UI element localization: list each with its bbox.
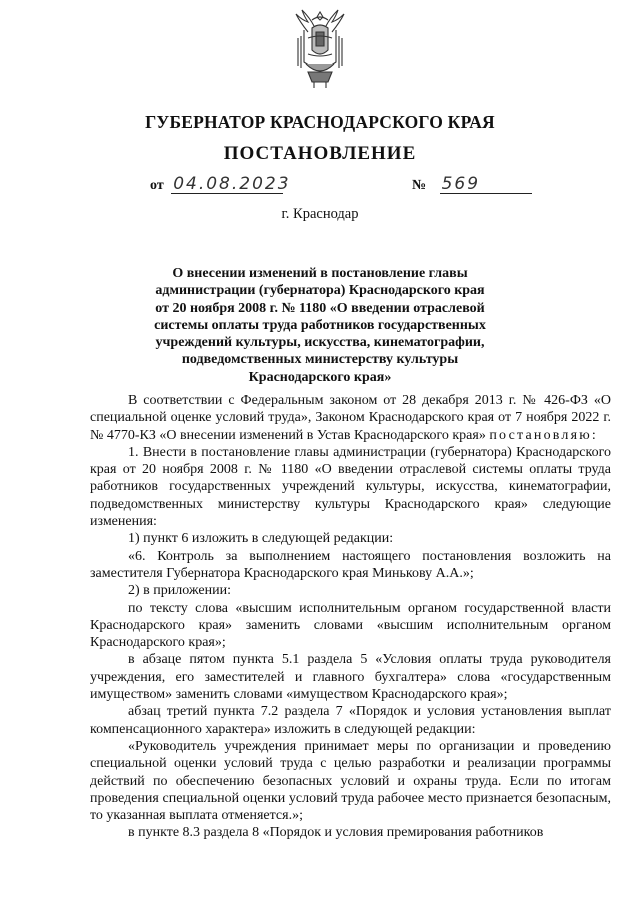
- title-line: от 20 ноября 2008 г. № 1180 «О введении отраслевой: [155, 300, 485, 316]
- number-value: 569: [440, 176, 532, 194]
- preamble-paragraph: [90, 392, 611, 444]
- body-paragraph: в абзаце пятом пункта 5.1 раздела 5 «Условия оплаты труда руководителя учреждения, его заместителей и главного бухгалтера» слова «государственным имуществом» заменить словами «имуществом Краснодарского края»;: [90, 652, 611, 703]
- decree-word: постановляю:: [489, 427, 598, 443]
- document-type: ПОСТАНОВЛЕНИЕ: [223, 143, 417, 164]
- body-paragraph: 1) пункт 6 изложить в следующей редакции:: [128, 531, 394, 547]
- issuing-authority: ГУБЕРНАТОР КРАСНОДАРСКОГО КРАЯ: [145, 112, 495, 132]
- number-line: [412, 176, 532, 194]
- number-prefix: №: [412, 178, 427, 193]
- title-line: О внесении изменений в постановление главы: [172, 266, 468, 281]
- body-paragraph: «Руководитель учреждения принимает меры по организации и проведению специальной оценки условий труда с целью разработки и реализации программы действий по обеспечению безопасных условий и охраны труда. Если по итогам проведения специальной оценки условий труда рабочее место признается безопасным, то указанная выплата отменяется.»;: [90, 738, 611, 824]
- title-line: системы оплаты труда работников государственных: [154, 317, 486, 333]
- date-line: [150, 174, 291, 194]
- date-value: 04.08.2023: [173, 174, 291, 194]
- title-line: администрации (губернатора) Краснодарского края: [155, 283, 485, 299]
- body-paragraph: в пункте 8.3 раздела 8 «Порядок и условия премирования работников: [128, 825, 544, 841]
- preamble-text: В соответствии с Федеральным законом от 28 декабря 2013 г. № 426-ФЗ «О специальной оценке условий труда», Законом Краснодарского края от 7 ноября 2022 г. № 4770-КЗ «О внесении изменений в Устав Краснодарского края»: [90, 393, 611, 443]
- coat-of-arms-icon: [294, 8, 346, 90]
- body-paragraph: 2) в приложении:: [128, 583, 231, 599]
- title-line: Краснодарского края»: [248, 369, 392, 385]
- document-title: [140, 265, 500, 386]
- document-body: [90, 392, 611, 842]
- title-line: учреждений культуры, искусства, кинематографии,: [155, 335, 485, 351]
- body-paragraph: 1. Внести в постановление главы администрации (губернатора) Краснодарского края от 20 ноября 2008 г. № 1180 «О введении отраслевой системы оплаты труда работников государственных учреждений культуры, искусства, кинематографии, подведомственных министерству культуры Краснодарского края» следующие изменения:: [90, 444, 611, 530]
- date-prefix: от: [150, 178, 164, 193]
- title-line: подведомственных министерству культуры: [181, 352, 459, 368]
- body-paragraph: по тексту слова «высшим исполнительным органом государственной власти Краснодарского края» заменить словами «высшим исполнительным органом Краснодарского края»;: [90, 600, 611, 651]
- body-paragraph: абзац третий пункта 7.2 раздела 7 «Порядок и условия установления выплат компенсационного характера» изложить в следующей редакции:: [90, 704, 611, 737]
- body-paragraph: «6. Контроль за выполнением настоящего постановления возложить на заместителя Губернатора Краснодарского края Минькову А.А.»;: [90, 548, 611, 581]
- city: г. Краснодар: [281, 206, 359, 222]
